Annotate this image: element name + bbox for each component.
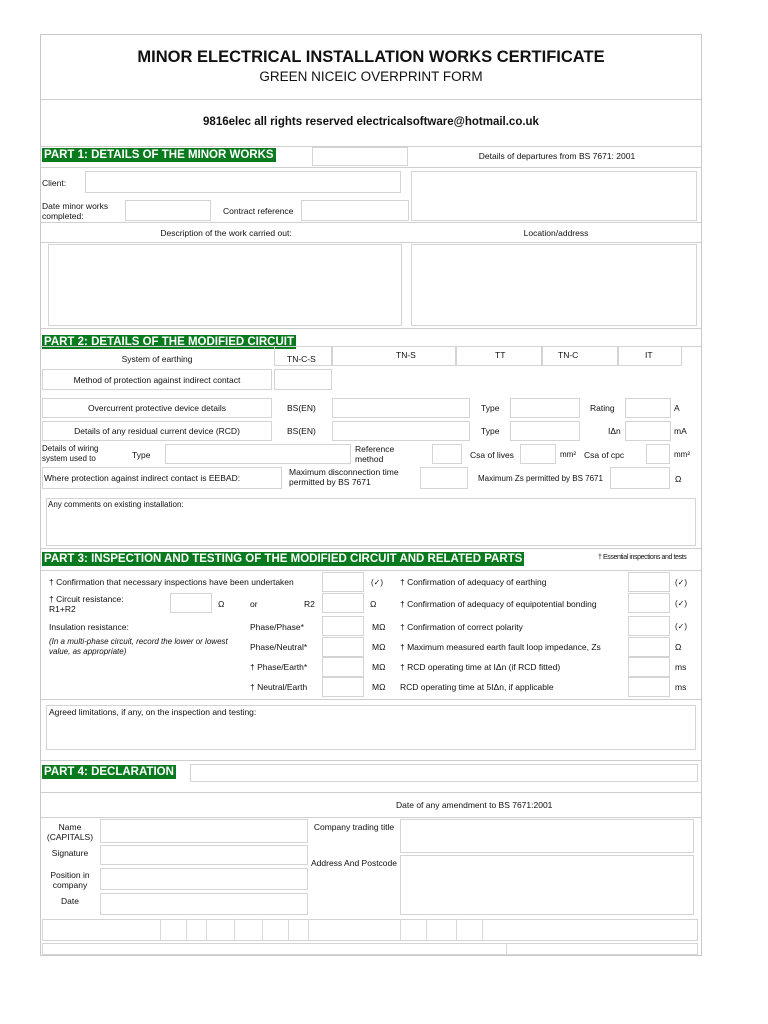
csa-lives-field[interactable] [520, 444, 556, 464]
or-label: or [250, 599, 258, 609]
wiring-type-field[interactable] [165, 444, 351, 464]
rcd-bsen-field[interactable] [332, 421, 470, 441]
max-disconnection-field[interactable] [420, 467, 468, 489]
footer-divider [426, 919, 427, 941]
unit-mohm-4: MΩ [372, 682, 386, 692]
neutral-earth-field[interactable] [322, 677, 364, 697]
confirm-inspections-label: † Confirmation that necessary inspections have been undertaken [49, 577, 294, 587]
contract-ref-field[interactable] [301, 200, 409, 221]
earthing-tns-cell[interactable] [332, 346, 456, 366]
insulation-label: Insulation resistance: [49, 622, 129, 632]
tick-2: (✓) [675, 578, 688, 587]
multiphase-note: (In a multi-phase circuit, record the lower or lowest value, as appropriate) [49, 637, 228, 656]
rcd-type: Type [481, 426, 500, 436]
csa-lives-label: Csa of lives [470, 450, 514, 460]
phase-neutral-field[interactable] [322, 637, 364, 657]
part1-heading: PART 1: DETAILS OF THE MINOR WORKS [44, 149, 274, 161]
confirm-earthing-label: † Confirmation of adequacy of earthing [400, 577, 547, 587]
phase-earth-field[interactable] [322, 657, 364, 677]
divider [41, 548, 701, 549]
position-label: Position in company [50, 870, 90, 890]
r2-label: R2 [304, 599, 315, 609]
company-label: Company trading title [313, 822, 395, 832]
comments-field[interactable] [46, 498, 696, 546]
divider [41, 699, 701, 700]
unit-ma: mA [674, 426, 687, 436]
unit-mohm-1: MΩ [372, 622, 386, 632]
company-field[interactable] [400, 819, 694, 853]
rcd-type-field[interactable] [510, 421, 580, 441]
footer-divider [160, 919, 161, 941]
location-label: Location/address [523, 228, 589, 238]
footer-divider [262, 919, 263, 941]
confirm-earthing-field[interactable] [628, 572, 670, 592]
description-field[interactable] [48, 244, 402, 326]
address-field[interactable] [400, 855, 694, 915]
page-subtitle: GREEN NICEIC OVERPRINT FORM [259, 69, 483, 84]
name-field[interactable] [100, 819, 308, 843]
date-label: Date [61, 896, 79, 906]
earthing-tns: TN-S [396, 350, 416, 360]
footer-divider [234, 919, 235, 941]
r2-field[interactable] [322, 593, 364, 613]
rcd-idn-field[interactable] [625, 421, 671, 441]
limitations-label: Agreed limitations, if any, on the inspection and testing: [49, 707, 257, 717]
overcurrent-bsen-field[interactable] [332, 398, 470, 418]
earthing-tncs: TN-C-S [287, 354, 316, 364]
footer-divider [308, 919, 309, 941]
confirm-bonding-field[interactable] [628, 593, 670, 613]
footer-strip [42, 943, 698, 955]
footer-divider [288, 919, 289, 941]
unit-ms-2: ms [675, 682, 687, 692]
confirm-polarity-field[interactable] [628, 616, 670, 636]
footer-row [42, 919, 698, 941]
max-disconnection-label: Maximum disconnection time permitted by BS 7671 [289, 467, 399, 487]
unit-ohm-r1: Ω [218, 599, 225, 609]
divider [41, 222, 701, 223]
rcd-time-label: † RCD operating time at IΔn (if RCD fitted) [400, 662, 561, 672]
client-field[interactable] [85, 171, 401, 193]
unit-mm2-cpc: mm² [674, 450, 690, 459]
name-label: Name (CAPITALS) [46, 822, 94, 842]
circuit-resistance-label: † Circuit resistance: [49, 594, 124, 604]
divider [41, 570, 701, 571]
max-loop-label: † Maximum measured earth fault loop impedance, Zs [400, 642, 601, 652]
footer-divider [506, 943, 507, 955]
r1r2-field[interactable] [170, 593, 212, 613]
date-completed-field[interactable] [125, 200, 211, 221]
part3-heading: PART 3: INSPECTION AND TESTING OF THE MODIFIED CIRCUIT AND RELATED PARTS [44, 553, 523, 565]
unit-mohm-3: MΩ [372, 662, 386, 672]
rcd-label: Details of any residual current device (RCD) [74, 426, 240, 436]
footer-divider [400, 919, 401, 941]
method-protection-field[interactable] [274, 369, 332, 390]
departures-field[interactable] [411, 171, 697, 221]
earthing-tnc-cell[interactable] [542, 346, 618, 366]
client-label: Client: [42, 178, 67, 188]
overcurrent-bsen: BS(EN) [287, 403, 316, 413]
tick-1: (✓) [371, 578, 384, 587]
earthing-tt: TT [495, 350, 506, 360]
overcurrent-rating-field[interactable] [625, 398, 671, 418]
rcd-idn: IΔn [608, 426, 621, 436]
method-protection-label: Method of protection against indirect contact [73, 375, 241, 385]
divider [41, 328, 701, 329]
reference-method-field[interactable] [432, 444, 462, 464]
position-field[interactable] [100, 868, 308, 890]
overcurrent-type-field[interactable] [510, 398, 580, 418]
part4-heading: PART 4: DECLARATION [44, 766, 174, 778]
neutral-earth-label: † Neutral/Earth [250, 682, 308, 692]
divider [41, 817, 701, 818]
reference-method-label: Reference method [355, 444, 395, 464]
overcurrent-type: Type [481, 403, 500, 413]
rights-notice: 9816elec all rights reserved electricalsoftware@hotmail.co.uk [203, 116, 539, 128]
wiring-label: Details of wiring system used to [42, 444, 99, 463]
confirm-bonding-label: † Confirmation of adequacy of equipotential bonding [400, 599, 597, 609]
rcd-time5-field[interactable] [628, 677, 670, 697]
confirm-inspections-field[interactable] [322, 572, 364, 592]
max-loop-field[interactable] [628, 637, 670, 657]
comments-label: Any comments on existing installation: [48, 500, 184, 509]
divider [41, 242, 701, 243]
divider [41, 99, 701, 100]
limitations-field[interactable] [46, 705, 696, 750]
earthing-tnc: TN-C [558, 350, 579, 360]
contract-ref-label: Contract reference [223, 206, 294, 216]
unit-mohm-2: MΩ [372, 642, 386, 652]
page-title: MINOR ELECTRICAL INSTALLATION WORKS CERTIFICATE [137, 48, 605, 66]
location-field[interactable] [411, 244, 697, 326]
system-earthing-label: System of earthing [121, 354, 193, 364]
description-label: Description of the work carried out: [160, 228, 292, 238]
overcurrent-rating: Rating [590, 403, 615, 413]
wiring-type: Type [132, 450, 151, 460]
unit-mm2: mm² [560, 450, 576, 459]
footer-divider [456, 919, 457, 941]
amendment-label: Date of any amendment to BS 7671:2001 [396, 800, 553, 810]
essential-note: † Essential inspections and tests [598, 554, 687, 561]
overcurrent-label: Overcurrent protective device details [88, 403, 226, 413]
footer-divider [482, 919, 483, 941]
departures-label: Details of departures from BS 7671: 2001 [478, 151, 636, 161]
r1r2-label: R1+R2 [49, 604, 76, 614]
phase-phase-field[interactable] [322, 616, 364, 636]
confirm-polarity-label: † Confirmation of correct polarity [400, 622, 523, 632]
tick-4: (✓) [675, 622, 688, 631]
earthing-it: IT [645, 350, 653, 360]
phase-neutral-label: Phase/Neutral* [250, 642, 308, 652]
divider [41, 760, 701, 761]
rcd-time5-label: RCD operating time at 5IΔn, if applicable [400, 682, 554, 692]
date-field[interactable] [100, 893, 308, 915]
footer-divider [186, 919, 187, 941]
rcd-bsen: BS(EN) [287, 426, 316, 436]
phase-earth-label: † Phase/Earth* [250, 662, 308, 672]
address-label: Address And Postcode [310, 858, 397, 868]
footer-divider [206, 919, 207, 941]
csa-cpc-label: Csa of cpc [584, 450, 625, 460]
csa-cpc-field[interactable] [646, 444, 670, 464]
signature-label: Signature [51, 848, 89, 858]
part4-heading-cell [190, 764, 698, 782]
eebad-label: Where protection against indirect contact is EEBAD: [44, 473, 241, 483]
max-zs-field[interactable] [610, 467, 670, 489]
divider [41, 167, 701, 168]
part2-heading: PART 2: DETAILS OF THE MODIFIED CIRCUIT [44, 336, 295, 348]
part1-heading-cell [312, 147, 408, 166]
rcd-time-field[interactable] [628, 657, 670, 677]
unit-ohm-zs: Ω [675, 642, 682, 652]
date-completed-label: Date minor works completed: [42, 201, 109, 221]
unit-a: A [674, 403, 680, 413]
tick-3: (✓) [675, 599, 688, 608]
unit-ms-1: ms [675, 662, 687, 672]
phase-phase-label: Phase/Phase* [250, 622, 304, 632]
unit-ohm: Ω [675, 474, 682, 484]
divider [41, 792, 701, 793]
unit-ohm-r2: Ω [370, 599, 377, 609]
max-zs-label: Maximum Zs permitted by BS 7671 [478, 474, 603, 483]
signature-field[interactable] [100, 845, 308, 865]
